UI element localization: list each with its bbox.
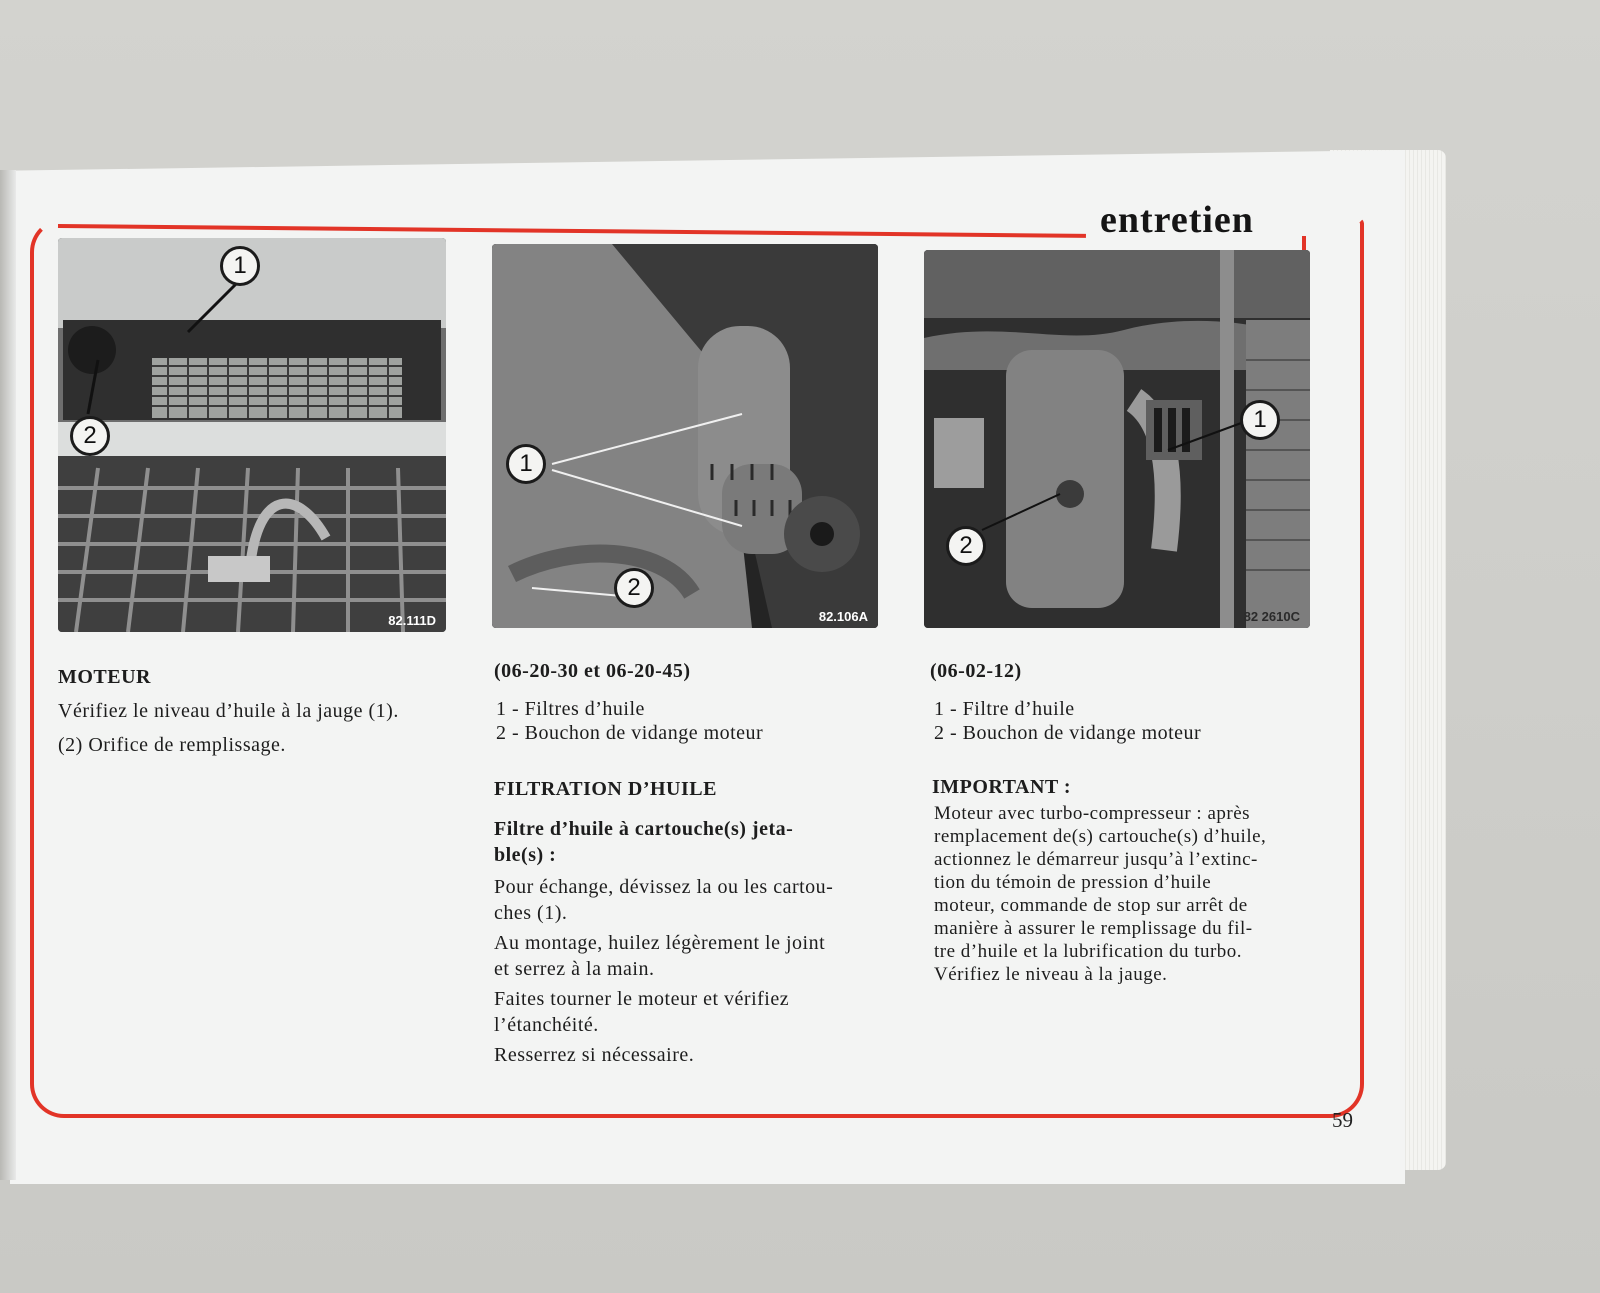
page-number: 59 [1332, 1108, 1353, 1132]
callout-1: 1 [506, 444, 546, 484]
callout-2: 2 [946, 526, 986, 566]
engine-radiator-image [58, 238, 446, 632]
oil-filter-image [492, 244, 878, 628]
col2-list-item-2: 2 - Bouchon de vidange moteur [496, 722, 764, 744]
col3-important-line-8: Vérifiez le niveau à la jauge. [934, 964, 1168, 985]
col2-para2-line-2: et serrez à la main. [494, 958, 655, 980]
col3-heading: (06-02-12) [930, 660, 1022, 682]
col2-para3-line-2: l’étanchéité. [494, 1014, 599, 1036]
col2-heading: (06-20-30 et 06-20-45) [494, 660, 691, 682]
col2-bold-title-line-2: ble(s) : [494, 844, 557, 866]
col3-important-line-5: moteur, commande de stop sur arrêt de [934, 895, 1248, 916]
col3-important-line-7: tre d’huile et la lubrification du turbo. [934, 941, 1243, 962]
col2-para4: Resserrez si nécessaire. [494, 1044, 695, 1066]
col2-para3-line-1: Faites tourner le moteur et vérifiez [494, 988, 790, 1010]
col3-important-line-3: actionnez le démarreur jusqu’à l’extinc- [934, 849, 1258, 870]
callout-2: 2 [70, 416, 110, 456]
callout-1: 1 [1240, 400, 1280, 440]
engine-photo-1 [58, 238, 446, 632]
book-spine-shadow [0, 170, 16, 1180]
col2-subheading: FILTRATION D’HUILE [494, 778, 717, 800]
callout-2: 2 [614, 568, 654, 608]
col2-para1-line-1: Pour échange, dévissez la ou les cartou- [494, 876, 834, 898]
col3-important-line-4: tion du témoin de pression d’huile [934, 872, 1212, 893]
col2-para2-line-1: Au montage, huilez légèrement le joint [494, 932, 826, 954]
col1-line-1: Vérifiez le niveau d’huile à la jauge (1). [58, 700, 399, 722]
col1-heading: MOTEUR [58, 666, 151, 688]
turbo-engine-image [924, 250, 1310, 628]
photo-reference: 82.106A [818, 609, 868, 624]
col3-important-heading: IMPORTANT : [932, 776, 1072, 798]
col1-line-2: (2) Orifice de remplissage. [58, 734, 286, 756]
col3-list-item-1: 1 - Filtre d’huile [934, 698, 1075, 720]
col3-important-line-2: remplacement de(s) cartouche(s) d’huile, [934, 826, 1267, 847]
engine-photo-2 [492, 244, 878, 628]
photo-reference: 82.111D [388, 613, 436, 628]
col3-important-line-6: manière à assurer le remplissage du fil- [934, 918, 1253, 939]
engine-photo-3 [924, 250, 1310, 628]
col3-important-line-1: Moteur avec turbo-compresseur : après [934, 803, 1251, 824]
photo-reference: 82 2610C [1243, 609, 1300, 624]
col2-bold-title-line-1: Filtre d’huile à cartouche(s) jeta- [494, 818, 794, 840]
callout-1: 1 [220, 246, 260, 286]
col2-para1-line-2: ches (1). [494, 902, 568, 924]
col3-list-item-2: 2 - Bouchon de vidange moteur [934, 722, 1202, 744]
col2-list-item-1: 1 - Filtres d’huile [496, 698, 645, 720]
section-title: entretien [1100, 199, 1254, 241]
